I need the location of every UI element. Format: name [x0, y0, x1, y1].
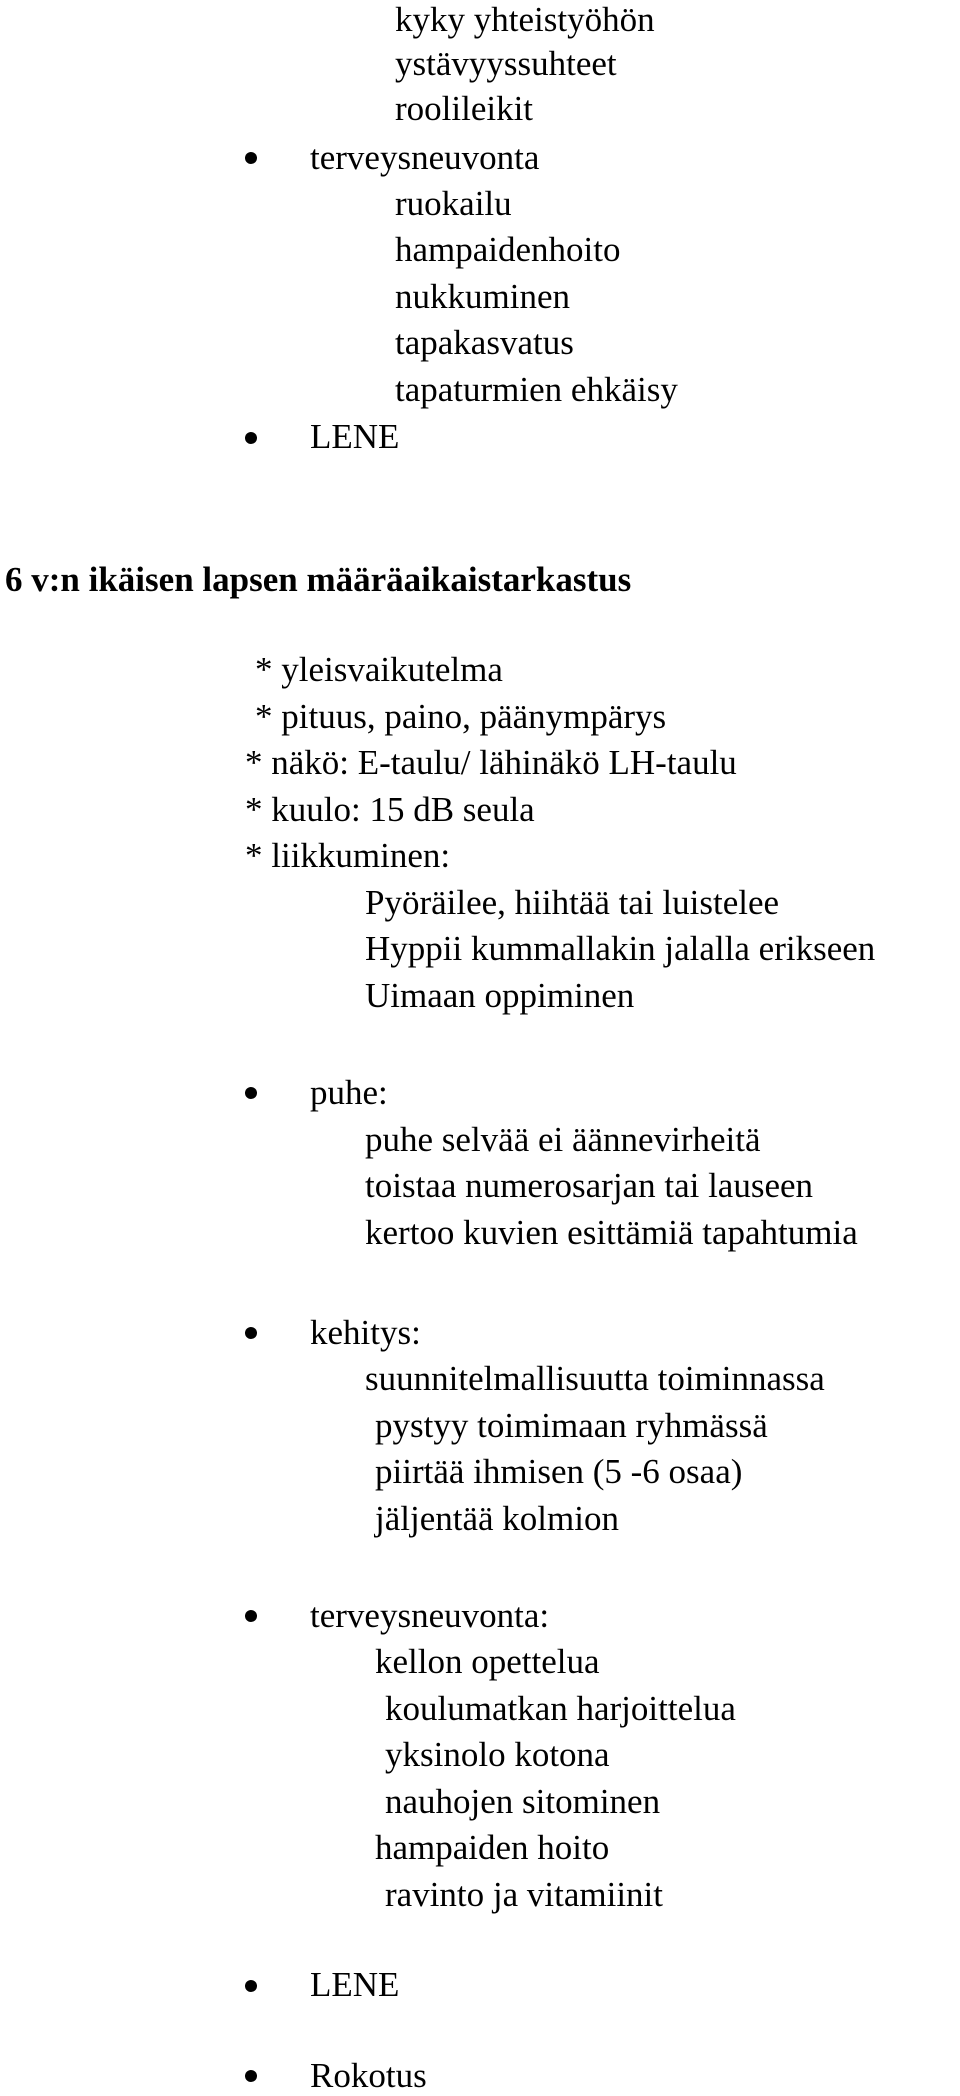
- puhe-item: puhe selvää ei äännevirheitä: [365, 1120, 761, 1159]
- check-item: * näkö: E-taulu/ lähinäkö LH-taulu: [245, 743, 737, 782]
- terveysneuvonta-item: yksinolo kotona: [385, 1735, 610, 1774]
- sub-item: kyky yhteistyöhön: [395, 0, 655, 39]
- terveysneuvonta-item: kellon opettelua: [375, 1642, 600, 1681]
- bullet-icon: [245, 1327, 257, 1339]
- liikkuminen-item: Uimaan oppiminen: [365, 976, 635, 1015]
- sub-item: nukkuminen: [395, 277, 570, 316]
- bullet-icon: [245, 1087, 257, 1099]
- liikkuminen-item: Hyppii kummallakin jalalla erikseen: [365, 929, 876, 968]
- sub-item: tapakasvatus: [395, 323, 574, 362]
- kehitys-item: pystyy toimimaan ryhmässä: [375, 1406, 768, 1445]
- bullet-icon: [245, 1980, 257, 1992]
- puhe-item: kertoo kuvien esittämiä tapahtumia: [365, 1213, 858, 1252]
- kehitys-item: suunnitelmallisuutta toiminnassa: [365, 1359, 825, 1398]
- check-item: * liikkuminen:: [245, 836, 451, 875]
- liikkuminen-item: Pyöräilee, hiihtää tai luistelee: [365, 883, 780, 922]
- kehitys-item: piirtää ihmisen (5 -6 osaa): [375, 1452, 743, 1491]
- list-item-rokotus: Rokotus: [310, 2056, 427, 2095]
- sub-item: roolileikit: [395, 89, 534, 128]
- terveysneuvonta-label: terveysneuvonta:: [310, 1596, 550, 1635]
- terveysneuvonta-item: koulumatkan harjoittelua: [385, 1689, 736, 1728]
- sub-item: ruokailu: [395, 184, 512, 223]
- sub-item: tapaturmien ehkäisy: [395, 370, 678, 409]
- sub-item: ystävyyssuhteet: [395, 44, 617, 83]
- bullet-icon: [245, 2070, 257, 2082]
- check-item: * pituus, paino, päänympärys: [255, 697, 667, 736]
- puhe-label: puhe:: [310, 1073, 388, 1112]
- bullet-icon: [245, 432, 257, 444]
- list-item-terveysneuvonta: terveysneuvonta: [310, 138, 540, 177]
- kehitys-label: kehitys:: [310, 1313, 421, 1352]
- check-item: * yleisvaikutelma: [255, 650, 503, 689]
- bullet-icon: [245, 1610, 257, 1622]
- puhe-item: toistaa numerosarjan tai lauseen: [365, 1166, 814, 1205]
- list-item-lene: LENE: [310, 1965, 400, 2004]
- terveysneuvonta-item: hampaiden hoito: [375, 1828, 610, 1867]
- terveysneuvonta-item: nauhojen sitominen: [385, 1782, 661, 1821]
- bullet-icon: [245, 152, 257, 164]
- sub-item: hampaidenhoito: [395, 230, 621, 269]
- kehitys-item: jäljentää kolmion: [375, 1499, 619, 1538]
- list-item-lene: LENE: [310, 417, 400, 456]
- terveysneuvonta-item: ravinto ja vitamiinit: [385, 1875, 664, 1914]
- check-item: * kuulo: 15 dB seula: [245, 790, 535, 829]
- section-heading: 6 v:n ikäisen lapsen määräaikaistarkastus: [5, 560, 632, 599]
